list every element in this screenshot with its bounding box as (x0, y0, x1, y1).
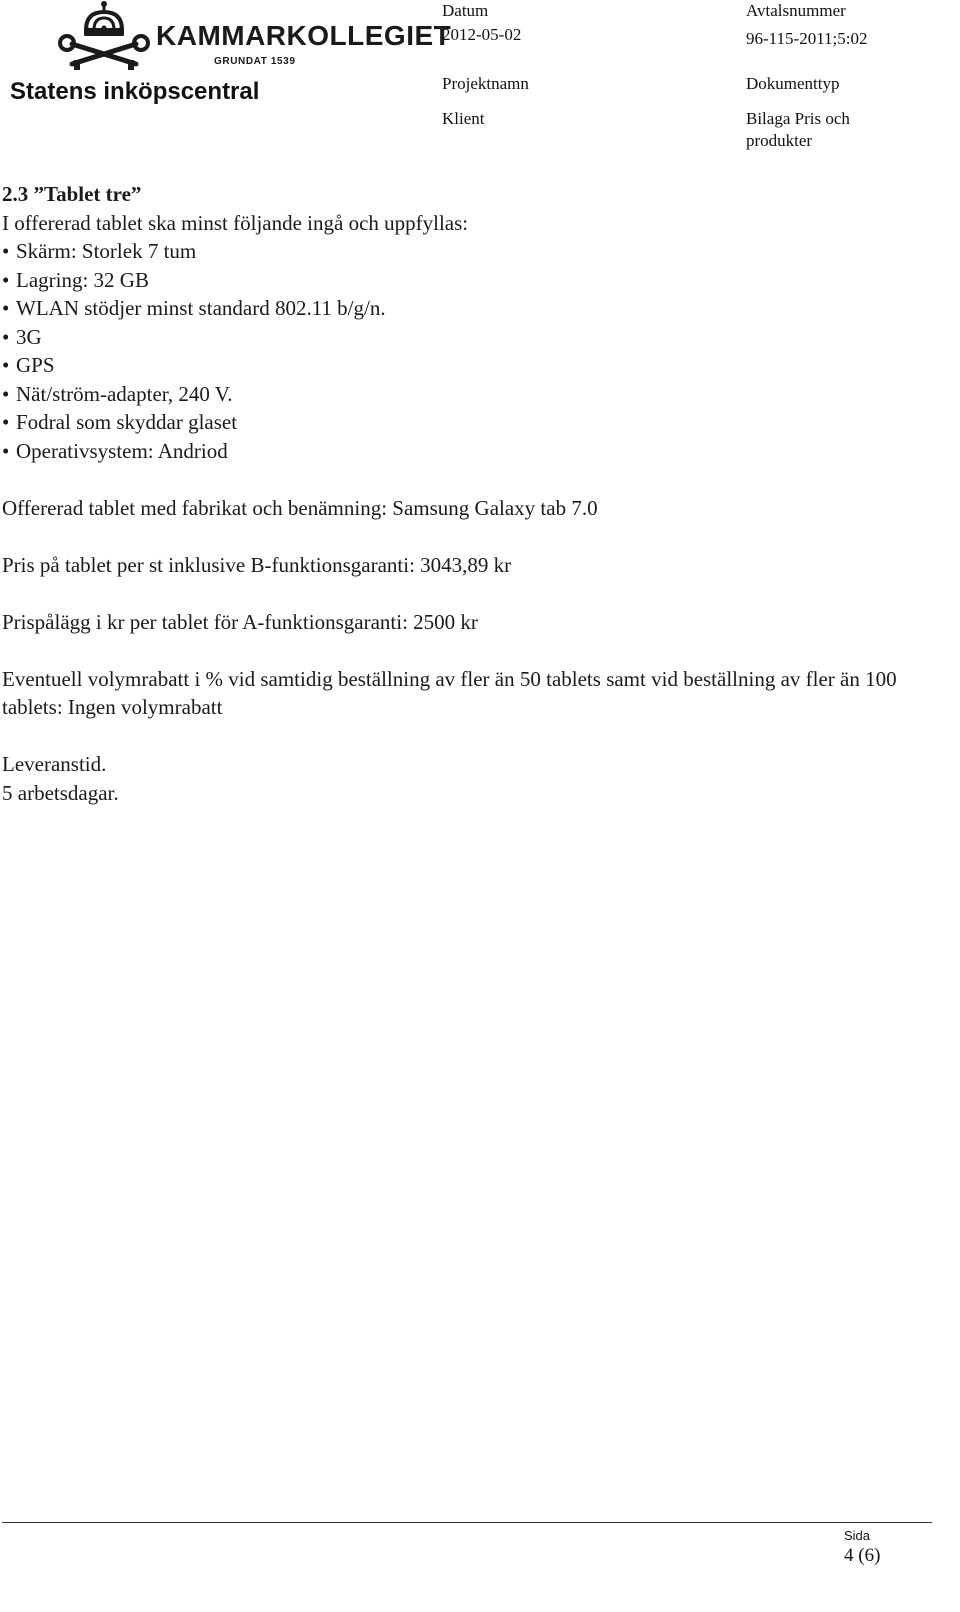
spacer (2, 722, 932, 751)
list-item: • Nät/ström-adapter, 240 V. (2, 380, 932, 409)
list-item: • 3G (2, 323, 932, 352)
bullet-icon: • (2, 296, 10, 320)
bullet-icon: • (2, 267, 10, 292)
offered-tablet: Offererad tablet med fabrikat och benämning: Samsung Galaxy tab 7.0 (2, 495, 598, 520)
bullet-icon: • (2, 239, 10, 263)
header-logo (8, 0, 452, 112)
spacer (2, 579, 932, 608)
meta-project-name (442, 73, 529, 95)
requirements-list (2, 237, 932, 465)
spacer (2, 465, 932, 494)
spacer (2, 522, 932, 551)
meta-agreement-label: Avtalsnummer (746, 1, 846, 20)
brand-name: KAMMARKOLLEGIET (156, 20, 452, 51)
list-item: • Lagring: 32 GB (2, 266, 932, 295)
meta-date (442, 0, 521, 46)
list-item: • GPS (2, 351, 932, 380)
bullet-icon: • (2, 438, 10, 463)
brand-founded: GRUNDAT 1539 (214, 56, 296, 67)
delivery-label: Leveranstid. (2, 752, 107, 776)
meta-project-label: Projektnamn (442, 74, 529, 93)
page-label: Sida (844, 1528, 871, 1543)
list-item: • Skärm: Storlek 7 tum (2, 237, 932, 266)
warranty-surcharge: Prispålägg i kr per tablet för A-funktionsgaranti: 2500 kr (2, 609, 478, 634)
meta-agreement-value: 96-115-2011;5:02 (746, 29, 868, 48)
bullet-icon: • (2, 324, 10, 349)
meta-client (442, 108, 485, 130)
list-item: • Fodral som skyddar glaset (2, 408, 932, 437)
bullet-icon: • (2, 353, 10, 377)
spacer (2, 636, 932, 665)
meta-date-value: 2012-05-02 (442, 25, 522, 44)
tablet-price: Pris på tablet per st inklusive B-funktionsgaranti: 3043,89 kr (2, 552, 512, 577)
meta-document-type (746, 73, 840, 95)
meta-doctype-label: Dokumenttyp (746, 74, 840, 93)
list-item: • WLAN stödjer minst standard 802.11 b/g/n. (2, 294, 932, 323)
bullet-icon: • (2, 381, 10, 406)
organization-name: Statens inköpscentral (10, 78, 260, 105)
volume-discount: Eventuell volymrabatt i % vid samtidig beställning av fler än 50 tablets samt vid beställning av fler än 100 tablets: Ingen volymrabatt (2, 666, 897, 719)
bullet-icon: • (2, 410, 10, 434)
meta-agreement-number (746, 0, 868, 50)
meta-date-label: Datum (442, 1, 489, 20)
document-body (2, 180, 932, 807)
footer-divider (2, 1522, 932, 1523)
delivery-value: 5 arbetsdagar. (2, 780, 119, 805)
section-heading: 2.3 ”Tablet tre” (2, 182, 142, 206)
crown-crossed-keys-icon (56, 0, 152, 72)
requirements-intro: I offererad tablet ska minst följande ingå och uppfyllas: (2, 210, 469, 235)
meta-client-label: Klient (442, 109, 485, 128)
page-number: 4 (6) (844, 1545, 881, 1566)
meta-attachment-label: Bilaga Pris och produkter (746, 109, 850, 150)
meta-attachment (746, 108, 896, 152)
list-item: • Operativsystem: Andriod (2, 437, 932, 466)
